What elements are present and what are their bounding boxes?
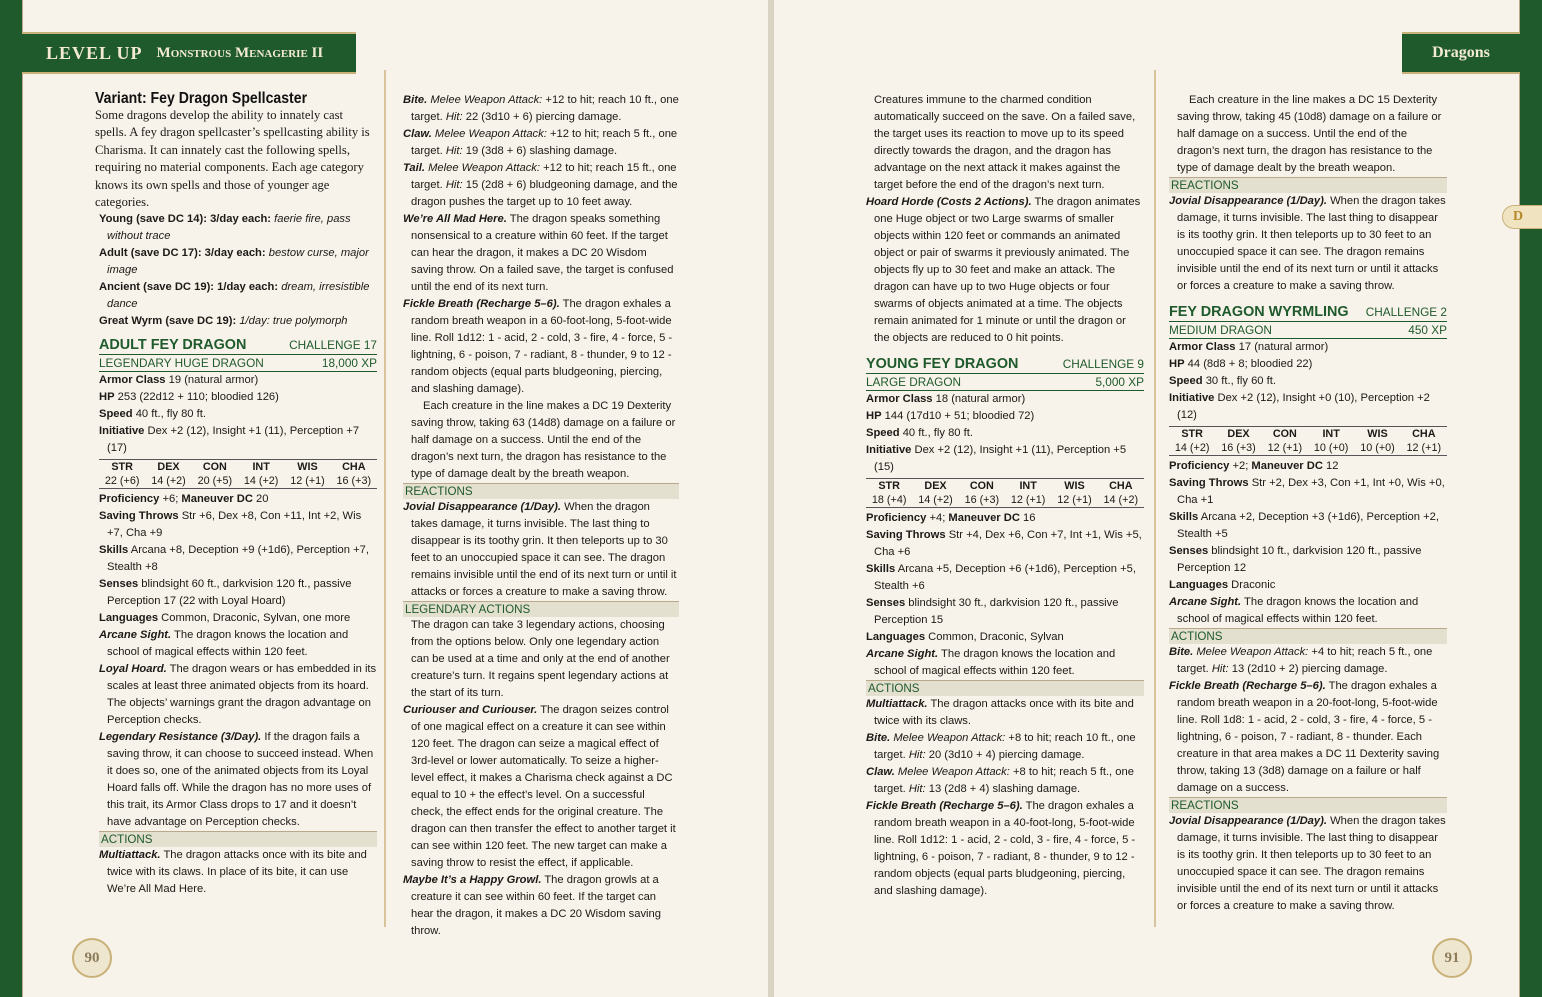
- stat-line: Armor Class 18 (natural armor): [866, 393, 1026, 405]
- action: Multiattack. The dragon attacks once with its bite and twice with its claws.: [866, 698, 1134, 727]
- column-2: [403, 92, 679, 940]
- spell-item: Great Wyrm (save DC 19): 1/day: true polymorph: [99, 315, 348, 328]
- stat-line: Proficiency +2; Maneuver DC 12: [1169, 460, 1339, 472]
- stat-line: Initiative Dex +2 (12), Insight +1 (11), Perception +5 (15): [866, 444, 1127, 473]
- statblock-title: FEY DRAGON WYRMLING CHALLENGE 2: [1169, 304, 1447, 320]
- action: Claw. Melee Weapon Attack: +8 to hit; reach 5 ft., one target. Hit: 13 (2d8 + 4) slashing damage.: [866, 766, 1134, 795]
- variant-text: Some dragons develop the ability to innately cast spells. A fey dragon spellcaster’s spellcasting ability is Charisma. It can innately cast the following spells, requiring no material components. Each age category knows its own spells and those of younger age categories.: [95, 108, 370, 210]
- trait: Arcane Sight. The dragon knows the location and school of magical effects within 120 feet.: [1169, 596, 1419, 625]
- right-page: [774, 0, 1542, 997]
- action-continued: Creatures immune to the charmed condition automatically succeed on the save. On a failed save, the target uses its reaction to move up to its speed directly towards the dragon, and the dragon has advantage on the next attack it makes against the target before the end of the dragon’s next turn.: [874, 94, 1136, 191]
- column-divider: [384, 70, 386, 927]
- section-heading-actions: ACTIONS: [866, 680, 1144, 696]
- legendary-action: Maybe It’s a Happy Growl. The dragon growls at a creature it can see within 60 feet. If the target can hear the dragon, it makes a DC 20 Wisdom saving throw.: [403, 874, 661, 937]
- reaction: Jovial Disappearance (1/Day). When the dragon takes damage, it turns invisible. The last thing to disappear is its toothy grin. It then teleports up to 30 feet to an unoccupied space it can see. The dragon remains invisible until the end of its next turn or until it attacks or forces a creature to make a saving throw.: [1169, 195, 1446, 292]
- spell-item: Young (save DC 14): 3/day each: faerie fire, pass without trace: [99, 213, 351, 243]
- stat-line: Armor Class 19 (natural armor): [99, 374, 259, 387]
- stat-line: Languages Draconic: [1169, 579, 1276, 591]
- statblock-subtitle: LEGENDARY HUGE DRAGON 18,000 XP: [99, 356, 377, 371]
- stat-line: Languages Common, Draconic, Sylvan, one more: [99, 612, 351, 625]
- column-4: [1169, 92, 1447, 915]
- stat-line: Skills Arcana +8, Deception +9 (+1d6), Perception +7, Stealth +8: [99, 544, 369, 574]
- ability-header: STR DEX CON INT WIS CHA: [866, 478, 1144, 493]
- stat-line: Senses blindsight 60 ft., darkvision 120 ft., passive Perception 17 (22 with Loyal Hoard): [99, 578, 352, 608]
- action: We’re All Mad Here. The dragon speaks something nonsensical to a creature within 60 feet. If the target can hear the dragon, it makes a DC 20 Wisdom saving throw. On a failed save, the target is confused until the end of its next turn.: [403, 213, 674, 293]
- legendary-intro: The dragon can take 3 legendary actions, choosing from the options below. Only one legendary action can be used at a time and only at the end of another creature’s turn. It regains spent legendary actions at the start of its turn.: [411, 619, 670, 699]
- stat-line: Armor Class 17 (natural armor): [1169, 341, 1329, 353]
- spell-item: Adult (save DC 17): 3/day each: bestow curse, major image: [99, 247, 369, 277]
- column-divider: [1154, 70, 1156, 927]
- stat-line: HP 253 (22d12 + 110; bloodied 126): [99, 391, 279, 404]
- column-1: [95, 90, 377, 898]
- column-3: [866, 92, 1144, 900]
- action: Tail. Melee Weapon Attack: +12 to hit; reach 15 ft., one target. Hit: 15 (2d8 + 6) bludgeoning damage, and the dragon pushes the target up to 10 feet away.: [403, 162, 678, 208]
- legendary-action: Curiouser and Curiouser. The dragon seizes control of one magical effect on a creature it can see within 120 feet. The dragon can seize a magical effect of 3rd-level or lower automatically. To seize a higher-level effect, it makes a Charisma check against a DC equal to 10 + the effect’s level. On a successful check, the effect ends for the original creature. The dragon can then transfer the effect to another target it can see within 120 feet. The new target can make a saving throw to resist the effect, if applicable.: [403, 704, 676, 869]
- trait: Legendary Resistance (3/Day). If the dragon fails a saving throw, it can choose to succeed instead. When it does so, one of the animated objects from its Loyal Hoard falls off. While the dragon has no more uses of this trait, its Armor Class drops to 17 and it doesn’t have advantage on Perception checks.: [99, 731, 374, 829]
- action: Fickle Breath (Recharge 5–6). The dragon exhales a random breath weapon in a 40-foot-long, 5-foot-wide line. Roll 1d12: 1 - acid, 2 - cold, 3 - fire, 4 - force, 5 - lightning, 6 - poison, 7 - radiant, 8 - thunder, 9 to 12 - random objects (equal parts bludgeoning, piercing, and slashing damage).: [866, 800, 1136, 897]
- stat-line: Saving Throws Str +4, Dex +6, Con +7, Int +1, Wis +5, Cha +6: [866, 529, 1142, 558]
- stat-line: Saving Throws Str +6, Dex +8, Con +11, Int +2, Wis +7, Cha +9: [99, 510, 362, 540]
- trait: Loyal Hoard. The dragon wears or has embedded in its scales at least three animated objects from its hoard. The objects’ warnings grant the dragon advantage on Perception checks.: [99, 663, 377, 727]
- statblock-title: ADULT FEY DRAGON CHALLENGE 17: [99, 337, 377, 354]
- ability-header: STR DEX CON INT WIS CHA: [1169, 426, 1447, 441]
- stat-line: Proficiency +4; Maneuver DC 16: [866, 512, 1036, 524]
- chapter-tab[interactable]: D: [1502, 205, 1542, 229]
- reaction: Jovial Disappearance (1/Day). When the dragon takes damage, it turns invisible. The last thing to disappear is its toothy grin. It then teleports up to 30 feet to an unoccupied space it can see. The dragon remains invisible until the end of its next turn or until it attacks or forces a creature to make a saving throw.: [1169, 815, 1446, 912]
- header-title: Dragons: [1432, 44, 1490, 61]
- statblock-subtitle: MEDIUM DRAGON 450 XP: [1169, 323, 1447, 337]
- action-continued: Each creature in the line makes a DC 15 Dexterity saving throw, taking 45 (10d8) damage on a failure or half damage on a success. Until the end of the dragon’s next turn, the dragon has resistance to the type of damage dealt by the breath weapon.: [1177, 94, 1442, 174]
- spell-item: Ancient (save DC 19): 1/day each: dream, irresistible dance: [99, 281, 370, 311]
- stat-line: Speed 30 ft., fly 60 ft.: [1169, 375, 1276, 387]
- action: Fickle Breath (Recharge 5–6). The dragon exhales a random breath weapon in a 60-foot-long, 5-foot-wide line. Roll 1d12: 1 - acid, 2 - cold, 3 - fire, 4 - force, 5 - lightning, 6 - poison, 7 - radiant, 8 - thunder, 9 to 12 - random objects (equal parts bludgeoning, piercing, and slashing damage).: [403, 298, 673, 395]
- action-continued: Each creature in the line makes a DC 19 Dexterity saving throw, taking 63 (14d8) damage on a failure or half damage on a success. Until the end of the dragon’s next turn, the dragon has resistance to the type of damage dealt by the breath weapon.: [411, 400, 676, 480]
- statblock-adult: [95, 336, 377, 898]
- section-heading-actions: ACTIONS: [1169, 628, 1447, 644]
- stat-line: Saving Throws Str +2, Dex +3, Con +1, Int +0, Wis +0, Cha +1: [1169, 477, 1445, 506]
- ability-scores: 22 (+6) 14 (+2) 20 (+5) 14 (+2) 12 (+1) 16 (+3): [99, 474, 377, 489]
- action: Bite. Melee Weapon Attack: +4 to hit; reach 5 ft., one target. Hit: 13 (2d10 + 2) piercing damage.: [1169, 646, 1433, 675]
- action: Bite. Melee Weapon Attack: +12 to hit; reach 10 ft., one target. Hit: 22 (3d10 + 6) piercing damage.: [403, 94, 679, 123]
- page-number: 90: [72, 938, 112, 978]
- header-subtitle: Monstrous Menagerie II: [156, 44, 324, 61]
- page-header: [1402, 32, 1520, 74]
- trait: Arcane Sight. The dragon knows the location and school of magical effects within 120 feet.: [99, 629, 349, 659]
- stat-line: Senses blindsight 10 ft., darkvision 120 ft., passive Perception 12: [1169, 545, 1422, 574]
- action: Bite. Melee Weapon Attack: +8 to hit; reach 10 ft., one target. Hit: 20 (3d10 + 4) piercing damage.: [866, 732, 1136, 761]
- action: Claw. Melee Weapon Attack: +12 to hit; reach 5 ft., one target. Hit: 19 (3d8 + 6) slashing damage.: [403, 128, 678, 157]
- section-heading-reactions: REACTIONS: [1169, 177, 1447, 193]
- stat-line: Speed 40 ft., fly 80 ft.: [866, 427, 973, 439]
- statblock-title: YOUNG FEY DRAGON CHALLENGE 9: [866, 356, 1144, 372]
- spell-list: [95, 211, 377, 330]
- stat-line: Initiative Dex +2 (12), Insight +0 (10), Perception +2 (12): [1169, 392, 1430, 421]
- ability-header: STR DEX CON INT WIS CHA: [99, 459, 377, 474]
- ability-scores: 14 (+2) 16 (+3) 12 (+1) 10 (+0) 10 (+0) 12 (+1): [1169, 441, 1447, 456]
- stat-line: Senses blindsight 30 ft., darkvision 120 ft., passive Perception 15: [866, 597, 1119, 626]
- statblock-young: [866, 355, 1144, 900]
- stat-line: Speed 40 ft., fly 80 ft.: [99, 408, 206, 421]
- page-border: [0, 0, 22, 997]
- action: Fickle Breath (Recharge 5–6). The dragon exhales a random breath weapon in a 20-foot-long, 5-foot-wide line. Roll 1d8: 1 - acid, 2 - cold, 3 - fire, 4 - force, 5 - lightning, 6 - poison, 7 - radiant, 8 - thunder. Each creature in that area makes a DC 11 Dexterity saving throw, taking 13 (3d8) damage on a failure or half damage on a success.: [1169, 680, 1440, 794]
- section-heading-actions: ACTIONS: [99, 831, 377, 847]
- page-border: [1520, 0, 1542, 997]
- stat-line: Initiative Dex +2 (12), Insight +1 (11), Perception +7 (17): [99, 425, 360, 455]
- stat-line: Proficiency +6; Maneuver DC 20: [99, 493, 269, 506]
- stat-line: Skills Arcana +5, Deception +6 (+1d6), Perception +5, Stealth +6: [866, 563, 1136, 592]
- page-header: [22, 32, 356, 74]
- stat-line: Languages Common, Draconic, Sylvan: [866, 631, 1064, 643]
- section-heading-legendary: LEGENDARY ACTIONS: [403, 601, 679, 617]
- stat-line: HP 144 (17d10 + 51; bloodied 72): [866, 410, 1035, 422]
- legendary-action: Hoard Horde (Costs 2 Actions). The dragon animates one Huge object or two Large swarms of smaller objects within 120 feet or commands an animated object or pair of swarms it previously animated. The objects fly up to 30 feet and make an attack. The dragon can have up to two Huge objects or four swarms of objects animated at a time. The objects remain animated for 1 minute or until the dragon or the objects are reduced to 0 hit points.: [866, 196, 1141, 344]
- stat-line: Skills Arcana +2, Deception +3 (+1d6), Perception +2, Stealth +5: [1169, 511, 1439, 540]
- statblock-wyrmling: [1169, 303, 1447, 915]
- section-heading-reactions: REACTIONS: [1169, 797, 1447, 813]
- left-page: [0, 0, 768, 997]
- section-heading-reactions: REACTIONS: [403, 483, 679, 499]
- variant-title: Variant: Fey Dragon Spellcaster: [95, 90, 308, 107]
- trait: Arcane Sight. The dragon knows the location and school of magical effects within 120 feet.: [866, 648, 1116, 677]
- header-title: LEVEL UP: [46, 42, 143, 63]
- statblock-subtitle: LARGE DRAGON 5,000 XP: [866, 375, 1144, 389]
- action: Multiattack. The dragon attacks once with its bite and twice with its claws. In place of its bite, it can use We’re All Mad Here.: [99, 849, 367, 896]
- reaction: Jovial Disappearance (1/Day). When the dragon takes damage, it turns invisible. The last thing to disappear is its toothy grin. It then teleports up to 30 feet to an unoccupied space it can see. The dragon remains invisible until the end of its next turn or until it attacks or forces a creature to make a saving throw.: [403, 501, 677, 598]
- ability-scores: 18 (+4) 14 (+2) 16 (+3) 12 (+1) 12 (+1) 14 (+2): [866, 493, 1144, 508]
- stat-line: HP 44 (8d8 + 8; bloodied 22): [1169, 358, 1313, 370]
- page-number: 91: [1432, 938, 1472, 978]
